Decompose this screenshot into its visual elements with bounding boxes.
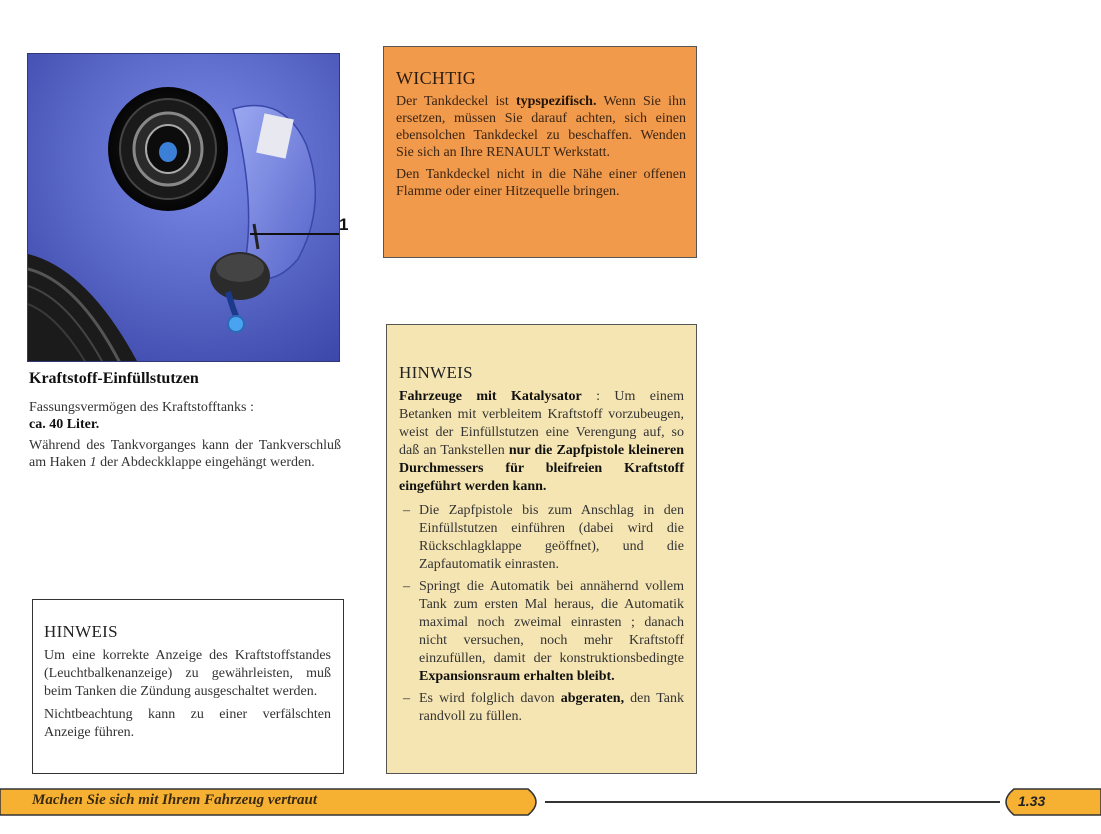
tank-capacity-label: Fassungsvermögen des Kraftstofftanks :	[29, 400, 254, 415]
page-number-tab	[998, 788, 1101, 816]
footer-divider-line	[545, 801, 1000, 803]
list-item	[399, 578, 684, 686]
bullet-dash: –	[403, 691, 410, 706]
bullet-1-text: Die Zapfpistole bis zum Anschlag in den Einfüllstutzen einführen (dabei wird die Rückschlagklappe geöffnet), und die Zapfautomatik einrasten.	[419, 503, 684, 572]
figure-caption-title: Kraftstoff-Einfüllstutzen	[29, 370, 199, 387]
catalyst-instructions-list	[399, 502, 684, 726]
notice-box-catalyst	[386, 324, 697, 774]
tank-capacity-value: ca. 40 Liter.	[29, 417, 100, 432]
bullet-2-bold: Expansionsraum erhalten bleibt.	[419, 669, 615, 684]
footer-chapter-title: Machen Sie sich mit Ihrem Fahrzeug vertraut	[32, 792, 318, 808]
callout-number-1: 1	[339, 215, 349, 234]
warning-p1-text-b: Wenn Sie ihn ersetzen, müssen Sie darauf achten, sich einen ebensolchen Tankdeckel zu beschaffen. Wenden Sie sich an Ihre RENAULT Werkstatt.	[396, 94, 686, 160]
warning-paragraph-2: Den Tankdeckel nicht in die Nähe einer offenen Flamme oder einer Hitzequelle bringen.	[396, 167, 686, 199]
catalyst-intro	[399, 388, 684, 496]
list-item	[399, 502, 684, 574]
catalyst-intro-bold-2: nur die Zapfpistole kleineren Durchmessers für bleifreien Kraftstoff eingeführt werden kann.	[399, 443, 684, 494]
bullet-dash: –	[403, 503, 410, 518]
hook-text-part2: der Abdeckklappe eingehängt werden.	[96, 455, 315, 470]
page-number: 1.33	[1018, 793, 1046, 809]
fuel-filler-photo	[27, 53, 340, 362]
important-warning-box	[383, 46, 697, 258]
warning-paragraph-1	[396, 93, 686, 161]
hook-instruction-text	[29, 437, 341, 471]
tank-capacity-text	[29, 399, 349, 433]
catalyst-notice-title: HINWEIS	[399, 363, 473, 382]
bullet-dash: –	[403, 579, 410, 594]
catalyst-intro-text: : Um einem Betanken mit verbleitem Kraftstoff vorzubeugen, weist der Einfüllstutzen eine Verengung auf, so daß an Tankstellen	[399, 389, 684, 458]
fuel-filler-illustration	[28, 54, 340, 362]
bullet-3-text-b: den Tank randvoll zu füllen.	[419, 691, 685, 724]
notice-title: HINWEIS	[44, 622, 118, 641]
bullet-3-bold: abgeraten,	[560, 691, 625, 706]
notice-box-fuel-gauge	[32, 599, 344, 774]
hook-reference-number: 1	[89, 455, 97, 470]
warning-p1-bold: typspezifisch.	[515, 94, 597, 109]
list-item	[399, 690, 684, 726]
bullet-3-text-a: Es wird folglich davon	[419, 691, 561, 706]
hook-text-part1: Während des Tankvorganges kann der Tankverschluß am Haken	[29, 438, 341, 470]
notice-paragraph-2: Nichtbeachtung kann zu einer verfälschten Anzeige führen.	[44, 707, 331, 740]
warning-title: WICHTIG	[396, 68, 477, 88]
catalyst-intro-bold-1: Fahrzeuge mit Katalysator	[399, 389, 582, 404]
notice-paragraph-1: Um eine korrekte Anzeige des Kraftstoffstandes (Leuchtbalkenanzeige) zu gewährleisten, muß beim Tanken die Zündung ausgeschaltet werden.	[44, 648, 331, 699]
bullet-2-text: Springt die Automatik bei annähernd vollem Tank zum ersten Mal heraus, die Automatik maximal noch zweimal einrasten ; danach nicht versuchen, noch mehr Kraftstoff einzufüllen, damit der konstruktionsbedingte	[419, 579, 684, 666]
warning-p1-text-a: Der Tankdeckel ist	[396, 94, 516, 109]
